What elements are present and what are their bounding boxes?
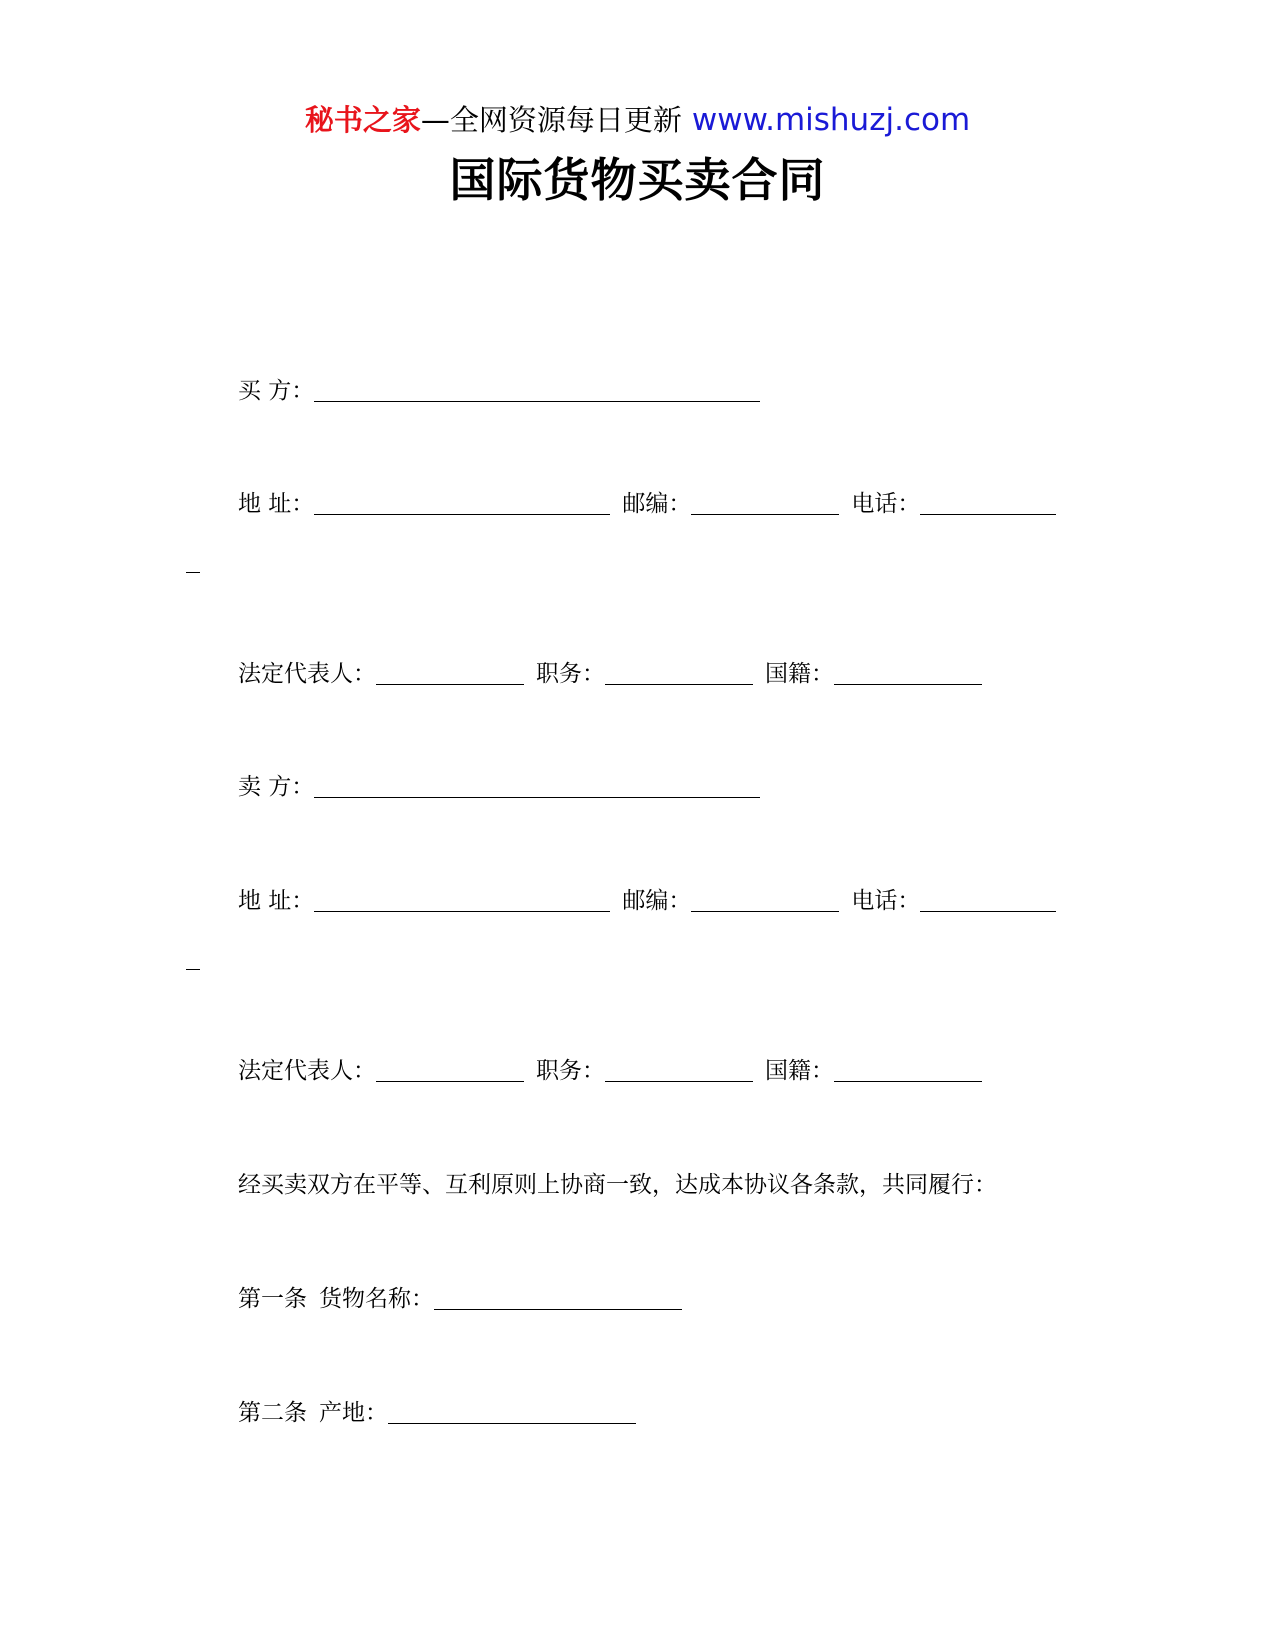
seller-postcode-blank[interactable]	[691, 889, 839, 912]
buyer-rep-row	[238, 659, 982, 689]
seller-rep-label: 法定代表人：	[238, 1058, 376, 1084]
seller-address-label: 地 址：	[238, 888, 315, 914]
seller-phone-blank[interactable]	[920, 889, 1056, 912]
seller-address-blank[interactable]	[314, 889, 610, 912]
buyer-address-blank[interactable]	[314, 492, 610, 515]
buyer-phone-blank-wrap	[186, 572, 200, 573]
buyer-address-row	[238, 489, 1056, 519]
seller-phone-blank-wrap	[186, 969, 200, 970]
seller-postcode-label: 邮编：	[622, 888, 692, 914]
intro-paragraph: 经买卖双方在平等、互利原则上协商一致，达成本协议各条款，共同履行：	[238, 1172, 997, 1198]
buyer-phone-blank[interactable]	[920, 492, 1056, 515]
seller-rep-blank[interactable]	[376, 1059, 524, 1082]
seller-name-blank[interactable]	[314, 775, 760, 798]
article-number: 第一条	[238, 1286, 307, 1312]
brand-name: 秘书之家	[304, 103, 421, 137]
seller-nationality-label: 国籍：	[765, 1058, 834, 1084]
buyer-rep-blank[interactable]	[376, 662, 524, 685]
buyer-nationality-label: 国籍：	[765, 661, 834, 687]
buyer-name-label: 买 方：	[238, 378, 315, 404]
buyer-position-blank[interactable]	[605, 662, 753, 685]
seller-name-row	[238, 772, 760, 802]
article-label: 产地：	[319, 1400, 388, 1426]
seller-phone-label: 电话：	[851, 888, 921, 914]
site-url-link[interactable]: www.mishuzj.com	[691, 102, 971, 138]
buyer-address-label: 地 址：	[238, 491, 315, 517]
article-row	[238, 1284, 682, 1314]
buyer-phone-label: 电话：	[851, 491, 921, 517]
article-row	[238, 1398, 636, 1428]
origin-blank[interactable]	[388, 1401, 636, 1424]
article-label: 货物名称：	[319, 1286, 434, 1312]
seller-position-blank[interactable]	[605, 1059, 753, 1082]
buyer-nationality-blank[interactable]	[834, 662, 982, 685]
goods-name-blank[interactable]	[434, 1287, 682, 1310]
buyer-name-blank[interactable]	[314, 379, 760, 402]
document-title: 国际货物买卖合同	[449, 153, 826, 207]
seller-name-label: 卖 方：	[238, 774, 315, 800]
buyer-rep-label: 法定代表人：	[238, 661, 376, 687]
seller-position-label: 职务：	[536, 1058, 605, 1084]
buyer-postcode-blank[interactable]	[691, 492, 839, 515]
buyer-name-row	[238, 376, 760, 406]
buyer-postcode-label: 邮编：	[622, 491, 692, 517]
article-number: 第二条	[238, 1400, 307, 1426]
header-tagline: —全网资源每日更新	[420, 103, 682, 137]
buyer-position-label: 职务：	[536, 661, 605, 687]
seller-rep-row	[238, 1056, 982, 1086]
seller-nationality-blank[interactable]	[834, 1059, 982, 1082]
site-header	[0, 100, 1275, 140]
seller-address-row	[238, 886, 1056, 916]
